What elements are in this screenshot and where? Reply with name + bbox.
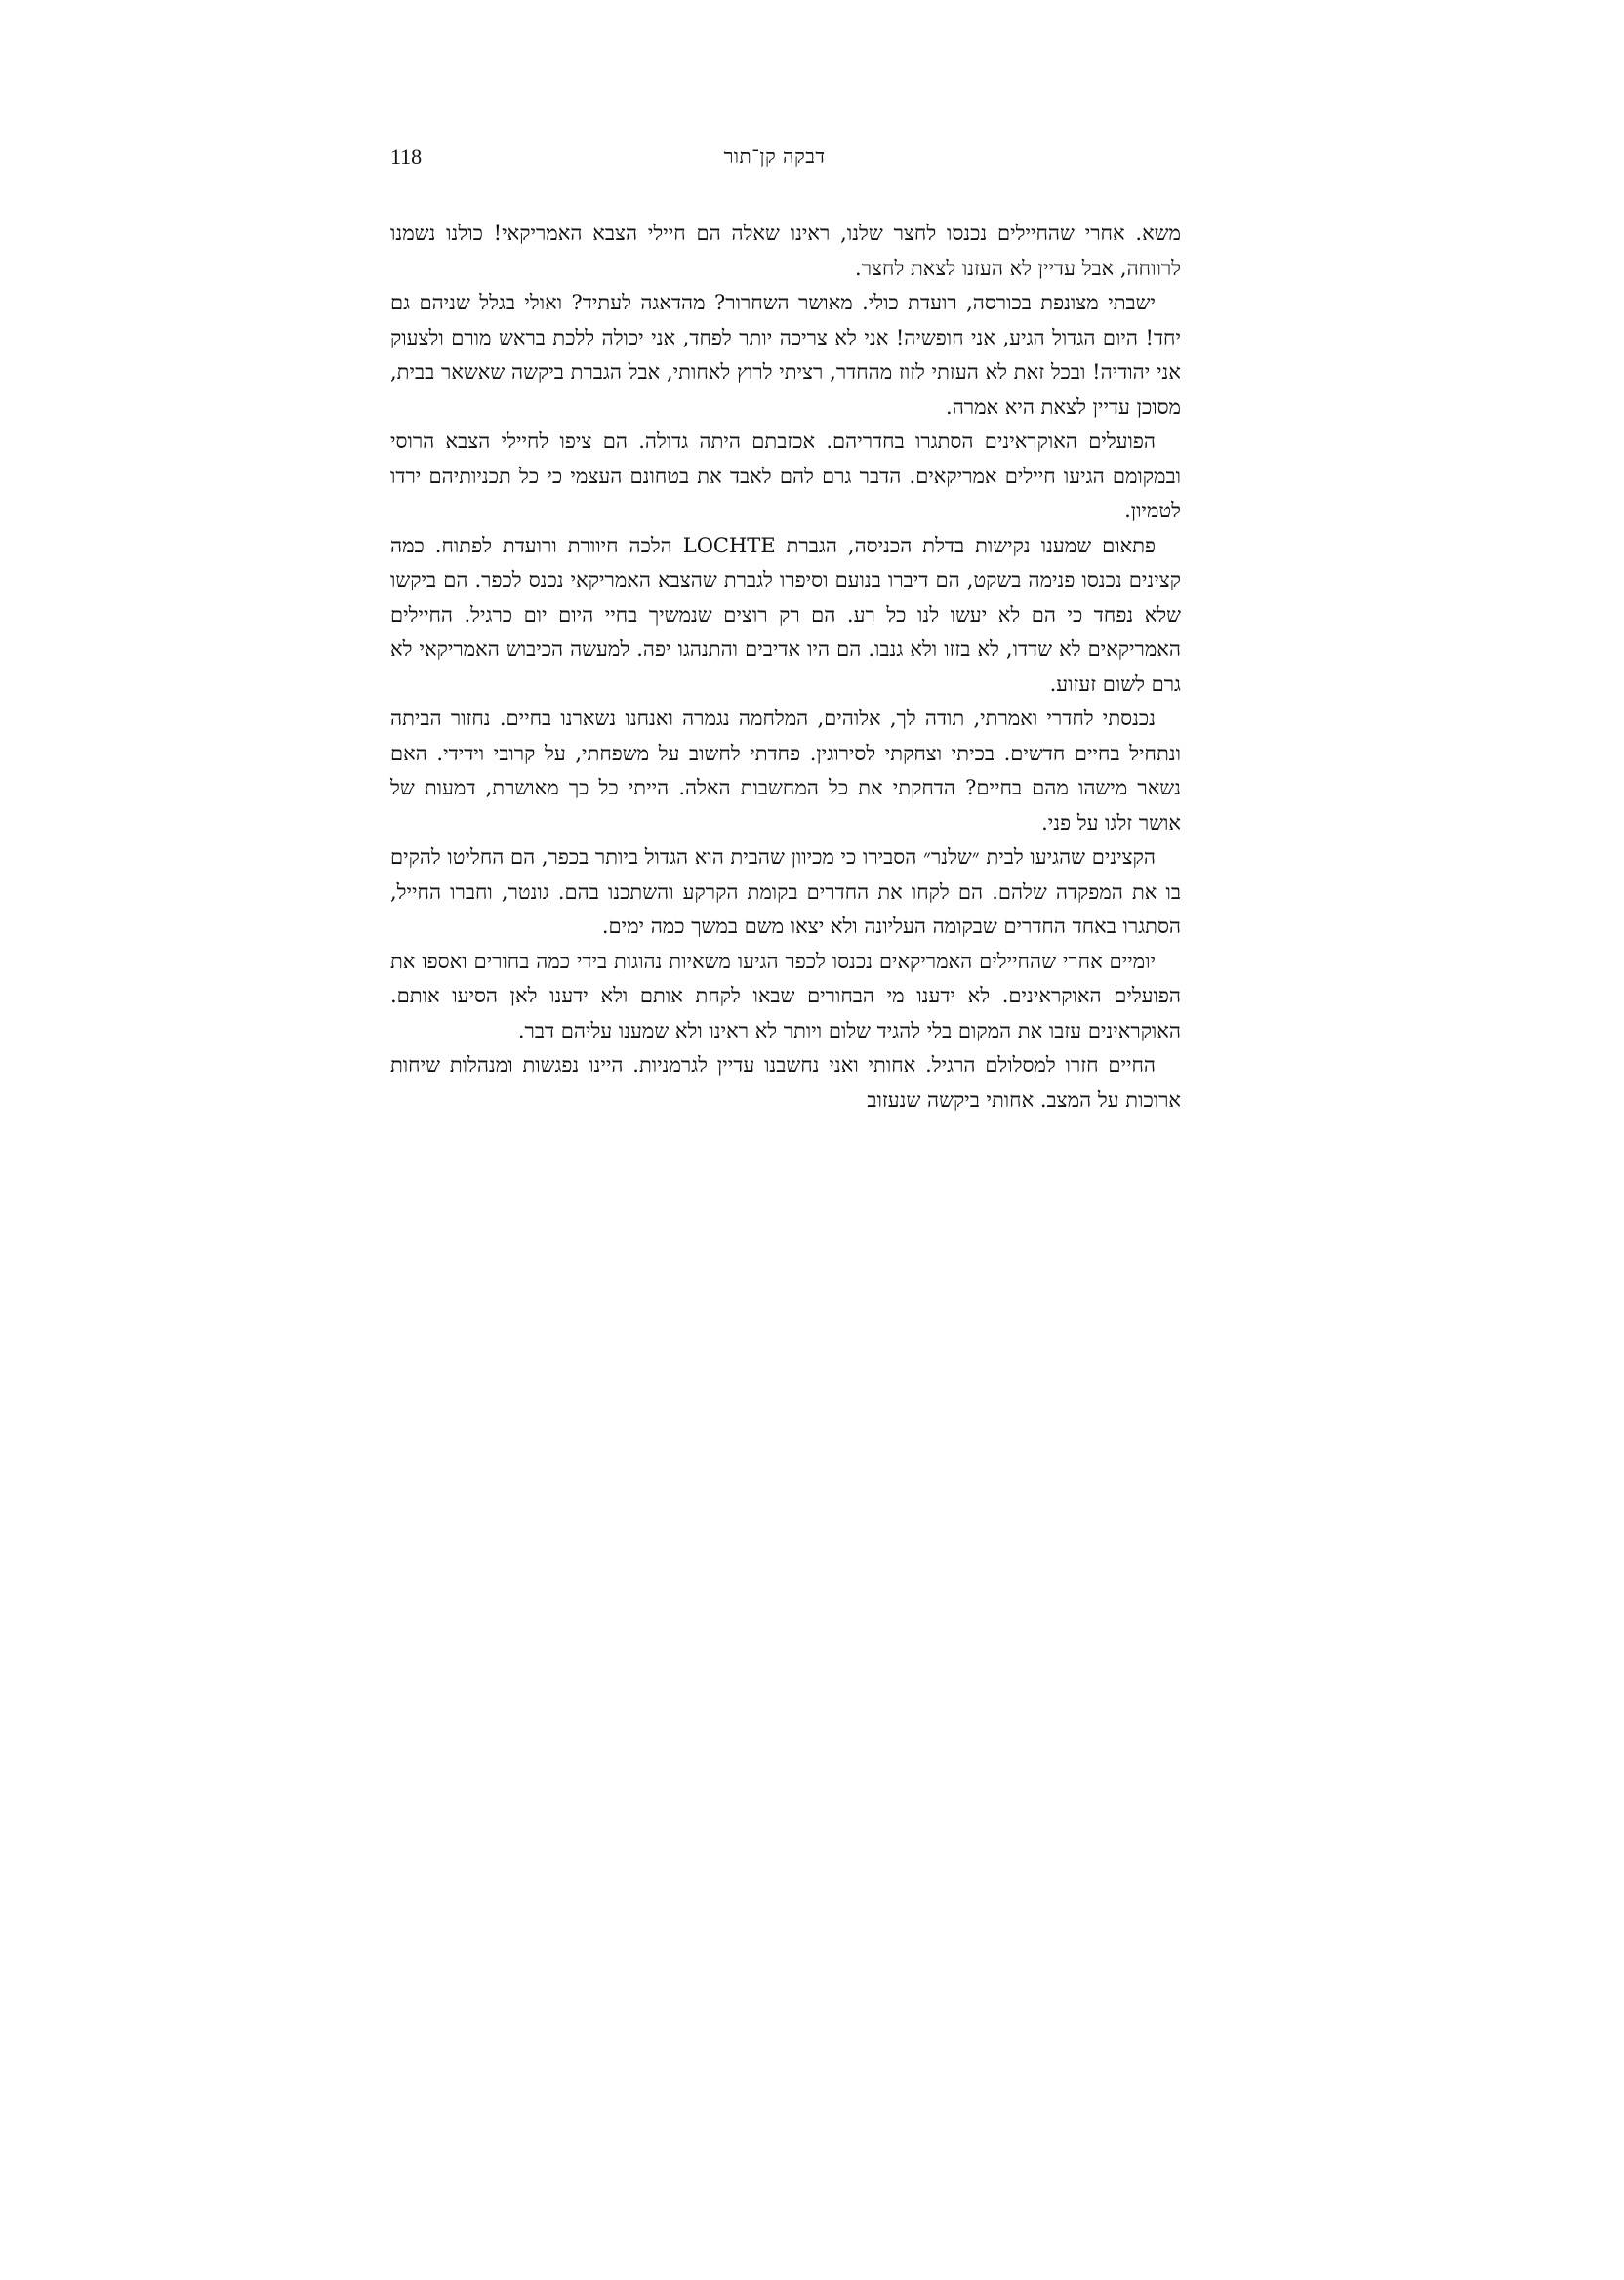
paragraph: פתאום שמענו נקישות בדלת הכניסה, הגברת LOCHTE הלכה חיוורת ורועדת לפתוח. כמה קצינים נכנסו פנימה בשקט, הם דיברו בנועם וסיפרו לגברת שהצבא האמריקאי נכנס לכפר. הם ביקשו שלא נפחד כי הם לא יעשו לנו כל רע. הם רק רוצים שנמשיך בחיי היום יום כרגיל. החיילים האמריקאים לא שדדו, לא בזזו ולא גנבו. הם היו אדיבים והתנהגו יפה. למעשה הכיבוש האמריקאי לא גרם לשום זעזוע. [390, 533, 1181, 696]
running-head-author: דבקה קן־תור [723, 144, 826, 168]
paragraph: ישבתי מצונפת בכורסה, רועדת כולי. מאושר השחרור? מהדאגה לעתיד? ואולי בגלל שניהם גם יחד! היום הגדול הגיע, אני חופשיה! אני לא צריכה יותר לפחד, אני יכולה ללכת בראש מורם ולצעוק אני יהודיה! ובכל זאת לא העזתי לזוז מהחדר, רציתי לרוץ לאחותי, אבל הגברת ביקשה שאשאר בבית, מסוכן עדיין לצאת היא אמרה. [390, 291, 1181, 419]
paragraph: משא. אחרי שהחיילים נכנסו לחצר שלנו, ראינו שאלה הם חיילי הצבא האמריקאי! כולנו נשמנו לרווחה, אבל עדיין לא העזנו לצאת לחצר. [390, 222, 1181, 280]
paragraph: נכנסתי לחדרי ואמרתי, תודה לך, אלוהים, המלחמה נגמרה ואנחנו נשארנו בחיים. נחזור הביתה ונתחיל בחיים חדשים. בכיתי וצחקתי לסירוגין. פחדתי לחשוב על משפחתי, על קרובי וידידי. האם נשאר מישהו מהם בחיים? הדחקתי את כל המחשבות האלה. הייתי כל כך מאושרת, דמעות של אושר זלגו על פני. [390, 707, 1181, 835]
body-text [390, 217, 1181, 1118]
paragraph: החיים חזרו למסלולם הרגיל. אחותי ואני נחשבנו עדיין לגרמניות. היינו נפגשות ומנהלות שיחות ארוכות על המצב. אחותי ביקשה שנעזוב [390, 1053, 1181, 1112]
running-head [390, 144, 1181, 180]
paragraph: הפועלים האוקראינים הסתגרו בחדריהם. אכזבתם היתה גדולה. הם ציפו לחיילי הצבא הרוסי ובמקומם הגיעו חיילים אמריקאים. הדבר גרם להם לאבד את בטחונם העצמי כי כל תכניותיהם ירדו לטמיון. [390, 429, 1181, 522]
page-number: 118 [390, 144, 423, 169]
paragraph: הקצינים שהגיעו לבית ״שלנר״ הסבירו כי מכיוון שהבית הוא הגדול ביותר בכפר, הם החליטו להקים בו את המפקדה שלהם. הם לקחו את החדרים בקומת הקרקע והשתכנו בהם. גונטר, וחברו החייל, הסתגרו באחד החדרים שבקומה העליונה ולא יצאו משם במשך כמה ימים. [390, 845, 1181, 938]
paragraph: יומיים אחרי שהחיילים האמריקאים נכנסו לכפר הגיעו משאיות נהוגות בידי כמה בחורים ואספו את הפועלים האוקראינים. לא ידענו מי הבחורים שבאו לקחת אותם ולא ידענו לאן הסיעו אותם. האוקראינים עזבו את המקום בלי להגיד שלום ויותר לא ראינו ולא שמענו עליהם דבר. [390, 949, 1181, 1042]
